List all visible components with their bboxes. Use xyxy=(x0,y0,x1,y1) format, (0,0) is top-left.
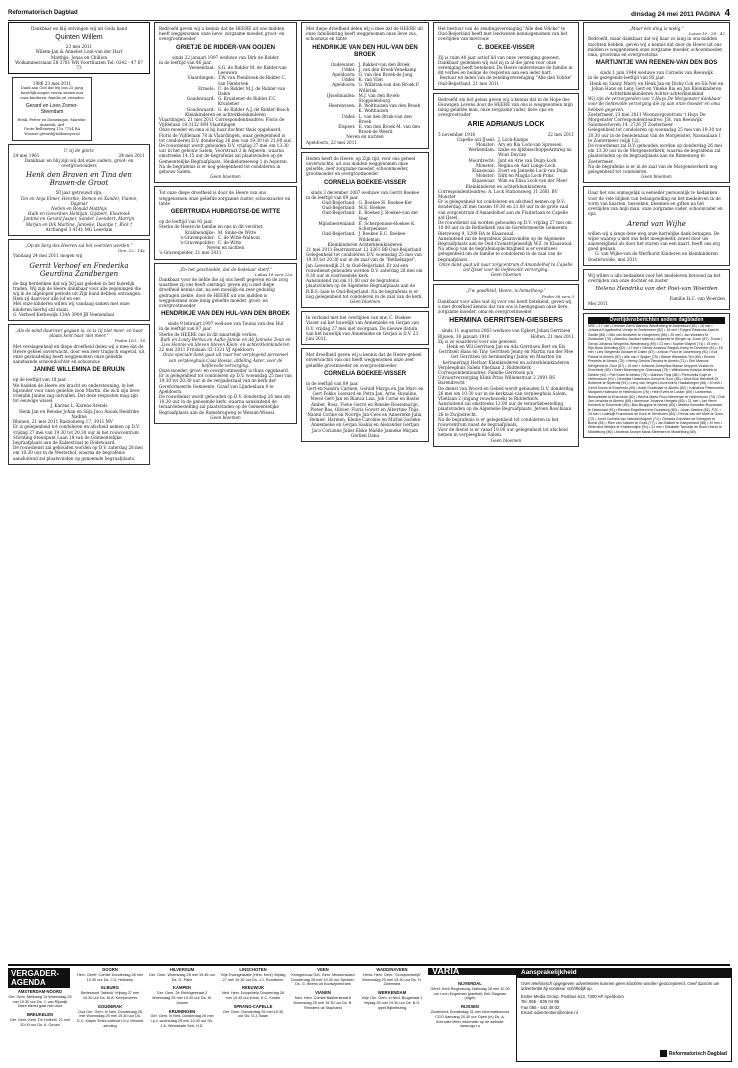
family-row xyxy=(306,114,424,124)
family-place: Krabbendijke: xyxy=(184,229,215,235)
family-place: Klaaswaal: xyxy=(472,178,496,184)
family-names: M.E. Boekee xyxy=(358,205,386,211)
family-row xyxy=(306,82,424,92)
family-list xyxy=(159,65,292,112)
family-names: G. Wilbrink-van den Broek P. Wilbrink xyxy=(358,82,420,93)
family-place: Monster: xyxy=(475,142,496,148)
varia-col: NIJVERDAL Geref. Kerk Regenboog Zaterdag 28 mei 10.30 uur Leon Engelman (panfluit) Dirk Slagman (orgel) RIJSSEN Zuiderkerk Donderdag 31 mei Informatieavond CGO Aanvang 20.30 uur Open (in) Ds. A. Schroder Meer informatie op de website: www.cgo.ru xyxy=(430,981,510,1029)
family-place: Oud-Beijerland: xyxy=(322,200,356,206)
obituary-de-bruijn: „Als de wind daarover gegaan is, zo is zij niet meer, en haar plaats kent haar niet meer.” Psalm 103 : 16 Met verslagenheid en diepe droefheid delen wij u mee dat de Heere geheel onverwacht, door een zeer tragisch ongeval, uit onze gezinsdeling heeft weggenomen onze geliefde aanstaande schoondochter en schoonzus JANINE WILLEMINA DE BRUIJN op de leeftijd van 18 jaar. We hadden de Heere om kracht en ondersteuning, in het bijzonder voor onze geliefde zoon Martin, die zich zijn lieve vriendin Janine zag ontvallen. Dat deze resposten mag zijn tot eeuwige wissel. J. Karens L. Karens-Arends Henk Jan en Renske Johan en Silja Jaco Anouk Hendrike Nadine Rhenen, 21 mei 2011 Bastionweg 17, 3911 MV Er is gelegenheid tot condoleren en afscheid nemen op D.V. vrijdag 27 mei van 19.30 tot 20.30 uur in het rouwcentrum Stichting Steunpunt Laan 18 van de Gemeentelijke begraafplaats aan de Kalsestraat te Dodewaard. De rouwdienst zal gehouden worden op D.V. zaterdag 28 mei om 10.30 uur in de Westerhof, waarna de begrafenis aansluitend zal plaatsvinden op genoemde begraafplaats. xyxy=(8,324,150,465)
family-names: B. Wolthuizen-van den Broek K. Wolthuizen xyxy=(358,103,421,114)
agenda-title: VERGADER-AGENDA xyxy=(8,968,70,988)
family-place: Goudswaard: xyxy=(186,106,215,112)
family-names: J. van den Broek-Venekamp xyxy=(358,66,417,72)
family-place: Apeldoorn: xyxy=(332,72,356,78)
baby-name: Quinten Willem xyxy=(55,34,103,42)
anniversary-ad-den-braven: U zij de glorie 24 mei 1961 24 mei 2011 Dankbaar en blij zijn wij dat onze ouders, groot- en overgrootouders Henk den Braven en Tina den Braven-de Groot 50 jaar getrouwd zijn. Ton en Anja Elmer, Henrike, Remco en Xander, Vianne, Dagmar Nellen en Ronald Matthijs Hulb en Geverdien Henlijan, Gijsbert, Elswmiek Jantine en Gerard Jasper, Sander, Leendert, Marrijn Marjan en Dik Martine, Janneke, Daantje †, Rick † Archangel 3 4141 MG Leerdam xyxy=(8,144,150,236)
family-row xyxy=(159,75,292,85)
family-row xyxy=(306,93,424,103)
obituary-boekee: Heden heeft de Heere, op Zijn tijd, voor ons geheel onverwachts, uit ons midden weggenomen onze geliefde, zeer zorgzame moeder, schoonmoeder, grootmoeder en overgrootmoeder CORNELIA BOEKEE-VISSER sinds 3 december 2007 weduwe van Gerrit Boekee in de leeftijd van 89 jaar. Oud-Beijerland: G. Boekee H. Boekee-Ker Oud-Beijerland: M.E. Boekee Oud-Beijerland: E. Boekee J. Boekee-van der Veer Mijnsheerenland: E. Scherpenisse-Boekee K. Scherpenisse Oud-Beijerland: J. Boekee E.C. Boekee-Wildeman Kleinkinderen Achterkleinkinderen 21 mei 2011 Beatrixstraat 12 3261 BB Oud-Beijerland Gelegenheid tot condoleren D.V. woensdag 25 mei van 19.30 tot 20.30 uur in de zaal van de "Bethelkapel", Jan Lievensdijk 21 te Oud-Beijerland. Er zal een rouwdienst gehouden worden D.V. zaterdag 28 mei om 9.30 uur in voornoemde kerk. Aansluitend zal om 11.00 uur de begrafenis plaatsvinden op de Algemene Begraafplaats aan de R.B.S.-laan te Oud-Beijerland. Na de begrafenis is er nog gelegenheid tot condoleren in de zaal van de kerk. Geen bloemen xyxy=(301,152,429,308)
agenda-col-2: DOORN Herv. Geref. Comité Donderdag 26 mei 19.30 uur Ds. J.D. Heikamp ELBURG Bedestond 'Jabbok' Vrijdag 27 mei 19.30 uur Ds. M.A. Kempeneers GOUDERAK Oud Ger. Gem. in Ned. Donderdag 26 mei Woensdag 25 mei 19.30 uur Ds. D.C. Klaper Extra collecte t.b.v. Mbuma zending xyxy=(76,967,144,1028)
obituary-van-den-hul-family: Met diepe droefheid delen wij u mee dat de HEERE uit onze familiekring heeft weggenomen onze lieve zus, schoonzus en tante HENDRIKJE VAN DEN HUL-VAN DEN BROEK Oudewater: J. Bakker-van den Broek Uddel: J. van den Broek-Venekamp Apeldoorn: G. van den Broek-de Jong Uddel: K. van Vliet Apeldoorn: G. Wilbrink-van den Broek P. Wilbrink IJsselmuiden: M.J. van den Broek-Stoppelenburg Heerenveen: B. Wolthuizen-van den Broek K. Wolthuizen Uddel: L. van den Brink-van den Broek Elspeet: E. van den Broek M. van den Broek-de Weerd Neven en nichten Apeldoorn, 22 mei 2011 xyxy=(301,22,429,149)
liability-box: Aansprakelijkheid Over telefonisch opgegeven advertenties kunnen geen klachten worden geaccepteerd. Geef daarom uw advertentie bij voorkeur schriftelijk op. Erdee Media Groep, Postbus 613, 7300 AP Apeldoorn Tel: 055 - 539 04 99 Fax 055 - 542 48 02 Email: advertentien@erdee.nl Reformatorisch Dagblad xyxy=(516,968,732,1062)
obituary-de-ridder: Bedroefd geven wij u kennis dat de HEERE uit ons midden heeft weggenomen onze lieve, zorgzame moeder, groot- en overgrootmoeder GRIETJE DE RIDDER-VAN OOIJEN sinds 22 januari 1997 weduwe van Dirk de Ridder in de leeftijd van 86 jaar. Veenendaal: S.G. de Ridder M. de Ridder-van Leeuwen Vlaardingen: T.W. van Pienbroek-de Ridder C. van Pienbroek Ermelo: C. de Ridder M.J. de Ridder-van Dalen Goudswaard: G. Kruidener-de Ridder F.C. Kruidener Goudswaard: G. de Ridder A.J. de Ridder-Bosch Kleinkinderen en achterkleinkinderen Vlaardingen, 21 mei 2011 Correspondentieadres: Floris de Vijfdelaan 18 3132 HM Vlaardingen Onze moeder en oma is bij haar dochter thuis opgebaard, Floris de Vijfdelaan 78 in Vlaardingen, waar gelegenheid is tot condoleren D.V. donderdag 26 mei van 19.30 tot 21.00 uur. De rouwdienst wordt gehouden D.V. vrijdag 27 mei om 13.30 uur in het gebouw Salem, Voorstraat 3 in Asperen, waarna omstreeks 14.15 uur de begrafenis zal plaatsvinden op de Gemeentelijke Begraafplaats, Heukelumseweg 1 in Asperen. Na de begrafenis is er nog gelegenheid tot condoleren in gebouw Salem. Geen bloemen xyxy=(154,22,297,183)
family-names: J. Boekee E.C. Boekee-Wildeman xyxy=(358,231,407,242)
thanks-van-woerden: Wij willen u alle bedanken voor het medeleven betoond na het overlijden van onze dochter en zuster Helena Hendrika van der Poel-van Woerden Familie H.C. van Woerden Mei 2011 xyxy=(583,269,730,310)
family-names: G. Boekee H. Boekee-Ker xyxy=(358,200,413,206)
family-list xyxy=(159,230,292,246)
family-names: E. Boekee J. Boekee-van der Veer xyxy=(358,210,419,221)
family-place: IJsselmuiden: xyxy=(326,92,356,98)
family-names: J. Lock-Kamps xyxy=(498,136,529,142)
family-names: Wim en Elisa Lock-van der Meer xyxy=(498,178,568,184)
family-names: Izabe en lijfsbisschoppeArmreg nu Wout Daycan xyxy=(498,147,572,158)
family-row xyxy=(159,96,292,106)
birth-ad: Dankbaar en blij ontvingen wij uit Gods hand Quinten Willem 23 mei 2011 Willem-Jan & Anneliet Lont-van der Hart Matthijs, Jonas en Chillion Wolkammerslaan 28 3781 WR Voorthuizen Tel: 0342 - 47 67 73 xyxy=(8,22,150,74)
family-place: Capelle a/d IJssel: xyxy=(456,136,496,142)
wedding-notice: In verband met het overlijden van mw. C. Boekee-Visser zal het huwelijk van Annemieke en Gerjan van D.V. vrijdag 27 mei niet doorgaan. De nieuwe datum van het huwelijk van Annemieke en Gerjan is D.V. 23 juni 2011. xyxy=(301,311,429,345)
page-number: 4 xyxy=(724,8,730,19)
family-place: Vlaardingen: xyxy=(187,75,215,81)
family-row xyxy=(159,86,292,96)
family-names: T.W. van Pienbroek-de Ridder C. van Pienbroek xyxy=(217,75,286,86)
family-row xyxy=(159,65,292,75)
family-place: 's-Gravenpolder: xyxy=(179,239,215,245)
obituary-van-den-hul: „En het geschiedde, dat de bedelaar stierf.” Lukas 16 vers 22a Dankbaar voor de liefde die zij ons heeft gegeven en de zorg waarmee zij ons heeft omringd, geven wij u met diepe droefheid kennis dat, na een moeilijk en zeer geduldig gedragen ziekte, door de HEERE uit ons midden is weggenomen onze innig geliefde moeder, groot- en overgrootmoeder HENDRIKJE VAN DEN HUL-VAN DEN BROEK sinds 9 februari 1997 weduwe van Teunis van den Hul in de leeftijd van 87 jaar. Sterke de HEERE ons in dit smartelijk verlies. Ruth en Louty Bertus en Aafke Jannie en Ab Janneke Teun en Lies Hennie en Steven Steven Klein- en achterkleinkinderen 22 mei 2011 Fritslaan 33 1321 VJ Apeldoorn Onze speciale dank gaat uit naar het verplegend personeel van verpleeghuis Casa Bossia, afdeling Aster, voor de liefdevolle verzorging. Onze moeder, groot- en overgrootmoeder is thuis opgebaard. Er is gelegenheid tot condoleren op D.V. woensdag 25 mei van 19.30 tot 20.30 uur in de vergaderzaal van de kerk der Gereformeerde Gemeente, Graaf van Lijndenlaan 9 te Apeldoorn. De rouwdienst wordt gehouden op D.V. donderdag 26 mei om 10.30 uur in de genoemde kerk, waarna aansluitend de teraardebestelling zal plaatsvinden op de Gemeentelijke Begraafplaats aan de Ramsbrugweg te Wenum-Wiesel. Geen bloemen xyxy=(154,263,297,424)
family-list xyxy=(306,62,424,135)
association-notice: Het bestuur van de zendingsvereniging "Alle den Volcke" te Oud-Beijerland heeft met leedwezen kennisgenomen van het overlijden van mevrouw C. BOEKEE-VISSER Zij is ruim 40 jaar actief lid van onze vereniging geweest. Dankbaar gedenken wij wat zij in al die jaren voor onze vereniging heeft betekend. De Heere ondersteune de familie in dit verlies en heilige de resposten aan een ieder hart. Bestuur en leden van de zendingsvereniging "Alle den Volcke" Oud-Beijerland, 21 mei 2011 xyxy=(433,22,579,90)
agenda-col-6: WADDINXVEEN Herst. Herv. Gem. "Oorspronkelijk" Woensdag 25 mei 19.30 uur Ds. H. Zwemstra WERKENDAM Vrije Ger. Gem. in Ned. Brugstraat 1 Vrijdag 25 mei 19.30 uur Ds. B.G. Ippel Bijbellezing xyxy=(361,967,423,1010)
family-place: Elspeet: xyxy=(338,124,356,130)
family-place: Werkendam: xyxy=(468,147,496,153)
obituary-van-reenen: „Maar één ding is nodig.” Lucas 10 : 28 - 42 Bedroefd, maar dankbaar dat wij haar zo lang in ons midden mochten hebben, geven wij u kennis dat door de Heere uit ons midden is weggenomen onze zorgzame moeder, schoonmoeder, oma, grootoma en overgrootoma MARTIJNTJE VAN REENEN-VAN DEN BOS sinds 1 juni 1944 weduwe van Cornelis van Reeuwijk in de gezegende leeftijd van 95 jaar. Henk en Sanny Marry en Henk Jan en Dicky Cok en Els Nel en Johan Hans en Leny Gert en Ymeke Ria en Jan Kleinkinderen Achterkleinkinderen Achter-achterkleinkind Wij zijn de verzorgenden van 't Huys De Morgenster dankbaar voor de liefdevolle verzorging die zij aan onze moeder en oma hebben gegeven. Zoetermeer, 21 mei 2011 Woonzorgcentrum 't Huys De Morgenster Correspondentieadres: J.H. van Reeuwijk Salomeschoven 14, 2726 JT Zoetermeer Gelegenheid tot condoleren op woensdag 25 mei van 19.30 tot 20.30 uur in de benedenzaal van de Morgenster, Nassaulaan 1 te Zoetermeer (wijk 12). De rouwdienst zal D.V. gehouden worden op donderdag 26 mei om 13.30 uur in de Morgensterkerk, waarna de begrafenis zal plaatsvinden op de begraafplaats aan de Binnenweg te Zoetermeer. Na de begrafenis is er in de zaal van de Morgensterkerk nog gelegenheid tot condoleren. Geen bloemen xyxy=(583,22,730,183)
family-names: Jant en Arie van Duijn-Lock xyxy=(498,157,557,163)
family-place: Monster: xyxy=(475,162,496,168)
family-place: Ermelo: xyxy=(198,85,215,91)
couple-name: Henk den Braven en Tina den Braven-de Groot xyxy=(26,171,132,188)
family-place: Apeldoorn: xyxy=(332,82,356,88)
family-names: C. de Ridder M.J. de Ridder-van Dalen xyxy=(217,85,286,97)
family-names: M. Sinke-de Witte xyxy=(217,229,257,235)
family-names: G. Kruidener-de Ridder F.C. Kruidener xyxy=(217,96,277,107)
family-names: E. van den Broek M. van den Broek-de Weerd xyxy=(358,124,420,135)
family-place: Oud-Beijerland: xyxy=(322,210,356,216)
family-place: Klaaswaal: xyxy=(472,168,496,174)
family-place: Uddel: xyxy=(341,113,356,119)
anniversary-ad-zomer: 1986 23 mei 2011 Dank aan God dat wij ons 25 jarig huwelijk mogen vieren samen met onze kinderen, familie en vrienden Gerard en Loes Zomer-Steendam Henk, Petter en Domenique, Marieke, Annewik, Ard Grote Bellemweg 11a 7754 RA Woonze gerard@zildemeyer.nl xyxy=(12,77,92,140)
family-place: 's-Gravenpolder: xyxy=(179,234,215,240)
family-place: Monster: xyxy=(475,173,496,179)
family-names: Regina en Aad Lunge-Lock xyxy=(498,162,556,168)
paper-name: Reformatorisch Dagblad xyxy=(8,10,78,16)
family-row xyxy=(306,210,424,220)
family-list xyxy=(306,200,424,242)
newspaper-logo: Reformatorisch Dagblad xyxy=(660,1050,727,1057)
column-5 xyxy=(583,22,730,441)
family-names: S.G. de Ridder M. de Ridder-van Leeuwen xyxy=(217,65,287,76)
column-2 xyxy=(154,22,297,427)
family-row xyxy=(438,178,574,183)
family-names: K. van Vliet xyxy=(358,77,384,83)
anniversary-ad-verhoef: „Op de berg des Heeren zal het voorzien worden.” Gen. 22 : 14c Vandaag 24 mei 2011 mogen wij Gerrit Verhoef en Frederika Geurdina Zandbergen de dag herdenken dat wij 50 jaar geleden in het huwelijk traden. Wij zijn de Heere dankbaar voor alle zegeningen die wij in de afgelopen periode uit Zijn hand hebben ontvangen. Hem zij daarvoor alle lof en eer. Met onze kinderen willen wij vandaag samen met onze kinderen hierbij stil staan. G. Verhoef Kerkewijk 134A 3904 JB Veenendaal xyxy=(8,239,150,321)
family-row xyxy=(438,147,574,157)
family-names: E. Scherpenisse-Boekee K. Scherpenisse xyxy=(358,220,416,232)
family-place: Heerenveen: xyxy=(328,103,356,109)
obituaries-other-papers: Overlijdensberichten andere dagbladen NRC • 17 mei • Herman Gerrit Marinus Westenberg te Amersfoort (64) • 18 mei • Johanna Engelbertha Vreeije te Zoetermeer (82) • 19 mei • Folgert Pasteuns-Kaal te Zwolle (85) • Otto van Binsveen te Hoogeveen (85) • 20 mei • Jan Woesers te Zuidwolde (75) • Albertha Jacoba Hallema-Lolkjonnet te Bergen op Zoom (87). Trouw • Gerda Johanna Wingerink-Westenburg (99) • 13 mei • Sophie Waynel (74) • 15 mei • Rijk Bouk-Schuiling (82) • 17 mei • Gerda Johanna Stegink-Kemp te Deventer (81) • 18 mei • Lies Stegeman-Bouwer te Dalen (87) • Antoon Poort te Lisserbroeg (91) • Eva Pakkie te Almelo (87) • Alle van 't Spijker (75) • Betsie Wieselink-Ten (89) • Emmie Presents te Almelo (75) • Henny Gesina Tienstra te Almelo (71) • Dirk Marinus Mengerink te Goor (87) • 19 mei • Johanna Josephina Marian Snippert-Voskim te Enschede (83) • Geert Bloemberg te Oldenzaal (79) • Wilhelmina Hulshof-Hellink te Delden (94) • Piet Kram te Almelo (79) • Marinus Thijs (68) • Pietronella Coljn te Hellendoorn (91) • Hendrika Hulsemann-Schult te Goor (83) • Dina Klok Westhoff-Te Boldeme te Nijverdal (92) • Leny van Vergert-Leuverink te Haaksbergen (66) • 20 mei • Gerrit Koens te Enschede (69) • Adolf Oosterlaar te Almelo (82) • Katharina Pieteronella Margaret-Holtmann te Hellendoorn (76) • Hein Evers te Losser (89) • Lambertus Belanekelde te Enschede (82) • Bertha Maria Floor-Weertman te Hellendoorn (74) • Dirk Jan Lensinks te Almelo (68) • Annerose Johanna Hengelo (65) • 21 mei • Jan Herm Kerbrink te Enschede (69) • Bos Bruggink te Neede (83) • Martha Schokker-Roosmaar te Oldenzaal (91) • Renske Engelbrecht te Doesburg (83) • Johan Saeters (82). PZC • 19 mei • Lodewijk Franciscus de Kock te Terneuzen (84) • Petrus van der Male te Goes (72) • Joost Cornelis van Nieuwenhuijzen (71) • Gerarda Dorothea de Schepper te Borde (83) • Rien van Sassen te Goes (77) • Jan Bakker te Kamperland (58) • 20 mei • Willemina Wietjes te Krabbendijke (91) • 21 mei • Elisabeth Tanneije de Buck-Hoeve te Middelburg (86) • Andreas Joseph Maria Steemers te Middelburg (65). xyxy=(583,313,730,438)
agenda-col-1: AMSTERDAM-NOORD Ger. Gem. Melkweg 14 Woensdag 25 mei 19.30 uur Ds. J. van Rijswijk Deze dienst gaat niet door BREUKELEN Ger. Gem. Kerk 'De Hofkerk' 21 mei 20.00 uur Ds. A. Geuze xyxy=(8,989,72,1027)
family-names: G. van den Broek-de Jong xyxy=(358,72,413,78)
section-title: Overlijdensberichten andere dagbladen xyxy=(588,317,725,324)
liability-title: Aansprakelijkheid xyxy=(517,969,731,978)
column-1 xyxy=(8,22,150,468)
family-names: C. de Witte-Walhout xyxy=(217,234,261,240)
family-place: Moordrecht: xyxy=(468,157,496,163)
agenda-col-3: HILVERSUM Ger. Gem. Woensdag 25 mei 19.45 uur Ds. G. Palm KAMPEN Ger. Gem. 2e Ebbingestraat 2 Woensdag 25 mei 19.30 uur Ds. M. Joosse KRUININGEN Ger. Gem. in Ned. Donderdag 26 mei i.p.v. woensdag 25 mei 19.30 uur Ds. J.A. Weststrate Sed. H.D. xyxy=(148,967,216,1028)
agenda-col-4: LINSCHOTEN Vrije Evangelisatie (Herv. Kerk) Vrijdag 27 mei 19.30 uur Ds. J.J. Roodbeen REEUWIJK Ned. Herv. Doopshelp Donderdag 26 mei 19.45 uur Kand. K.C. Koster SPRANG-CAPELLE Ger. Gem. Donderdag 26 mei 19.30 uur Ds. G.J. Baan xyxy=(220,967,286,1019)
family-row xyxy=(306,103,424,113)
obituary-gerritsen: „Uw goedheid, Heere, is hemelhoog.” Psalm 36 vers 3 Dankbaar voor alles wat zij voor ons heeft betekend, geven wij u met droefheid kennis dat van ons is heengegaan onze lieve, zorgzame moeder, oma en overgrootmoeder HERMINA GERRITSEN-GIESBERS sinds 11 augustus 2003 weduwe van Egbert Johan Gerritsen Rijssen, 30 januari 1916 Holten, 21 mei 2011 Zij is zo waardevol voor ons geweest. Henk en Wil Gerritsen Jan en Ada Gerritsen Bert en Els Gerritsen Hans en Tiny Gerritsen Jenny en Martin van der Mee Ger Gerritsen (in herinnering) Janny en Maarten (in herinnering) Herlaar Kleinkinderen en achterkleinkinderen Verpleeghuis Salem Vlietlaan 2, Ridderkerk Correspondentieadres: Familie Gerritsen p/a Uitvaartverzorging Klink Prins Willemstraat 2 2991 BS Barendrecht De dienst van Woord en Gebed wordt gehouden D.V. donderdag 26 mei om 10.30 uur in de kerkzaal van verpleeghuis Salem, Vlietlaan 2 (ingang rouwbezoek) te Ridderkerk. Aansluitend zal omstreeks 12.00 uur de teraardebestelling plaatsvinden op de Algemene Begraafplaats, Jeroen Boschlaan 26 te Zwijndrecht. Na de begrafenis is er gelegenheid tot condoleren in het rouwcentrum naast de begraafplaats. Voor de dienst is er vanaf 10.00 uur gelegenheid tot afscheid nemen in verpleeghuis Salem. Geen bloemen xyxy=(433,284,579,446)
family-place: Oud-Beijerland: xyxy=(322,205,356,211)
family-row xyxy=(306,231,424,241)
section-divider xyxy=(8,964,730,966)
page-header xyxy=(8,6,730,21)
family-names: G. de Ridder A.J. de Ridder-Bosch xyxy=(217,106,290,112)
family-names: C. de Witte xyxy=(217,239,242,245)
family-place: Uddel: xyxy=(341,77,356,83)
family-names: L. van den Brink-van den Broek xyxy=(358,113,412,124)
column-3 xyxy=(301,22,429,445)
meeting-agenda xyxy=(8,968,730,1060)
family-place: Goudswaard: xyxy=(186,96,215,102)
obituary-boekee-grandchildren: Met droefheid geven wij u kennis dat de Heere geheel onverwachts van ons heeft weggenomen onze zeer geliefde grootmoeder en overgrootmoeder CORNELIA BOEKEE-VISSER in de leeftijd van 89 jaar. Gert en Sandra Carmen, Gerald Marga en Jan Marc en Gert Fokko Leonard en Petra Jan, Arne, Rosaline, Merel Gert-Jan en Bianca Lisa, Job Corné en Bastei Amber, Rosa, Fiene Gerrit en Renske Roosemarijn, Pieter-Bas, Olivier, Floris Govert en Albertine Thijs, Naomi Corine en Noortje Jan-Cees en Annerieke Julia, Reinier, Harmen, Kleine Caroline en Michel Sarieke Annemieke en Gerjan Saskia en Alexander Gertjan Jaco Corianne Juliet Elske Maëlle Janneke Mirjam Gerlien Dana xyxy=(301,348,429,442)
varia-title: VARIA xyxy=(428,968,516,975)
obituary-lock: Bedroefd om het gemis geven wij u kennis dat in de Hope des Eeuwigen Levens door de HEERE van ons is weggenomen mijn innig geliefde man, onze zorgzame vader, lieve opa en overgrootvader ARIE ADRIANUS LOCK 5 november 1916 22 mei 2011 Capelle a/d IJssel: J. Lock-Kamps Monster: Ary en Ria Lock-van Sprossen Werkendam: Izabe en lijfsbisschoppeArmreg nu Wout Daycan Moordrecht: Jant en Arie van Duijn-Lock Monster: Regina en Aad Lunge-Lock Klaaswaal: Evert en Janneke Lock-van Duijn Monster: Dirk en Magda Lock-Prins Klaaswaal: Wim en Elisa Lock-van der Meer Kleinkinderen en achterkleinkinderen Correspondentieadres: A. Lock Stationsweg 11 2681 BV Monster Er is gelegenheid tot condoleren en afscheid nemen op D.V. donderdag 26 mei tussen 19.30 en 21.00 uur in de grote zaal van zorgcentrum d'Amandelhof aan de Fluiterlaan te Capelle a/d IJssel. De rouwdienst zal worden gehouden op D.V. vrijdag 27 mei om 10.00 uur in de Bethelkerk van de Gereformeerde Gemeente, Rietveweg 9, 3298 BA te Klaaswaal. Aansluitend zal de begrafenis plaatsvinden op de Algemene Begraafplaats aan de Oud-Cromstrijensedijk W.Z. te Klaaswaal. Na afloop van de begrafenisplechtigheid is er eventueel gelegenheid om de familie te condoleren in de zaal van de begraafplaats. Onze dank gaat uit naar zorgcentrum d'Amandelhof te Capelle a/d IJssel voor de liefdevolle verzorging. Geen bloemen xyxy=(433,93,579,282)
logo-icon xyxy=(660,1050,667,1057)
family-place: Mijnsheerenland: xyxy=(318,220,356,226)
family-place: Oudewater: xyxy=(330,61,356,67)
family-names: J. Bakker-van den Broek xyxy=(358,61,410,67)
family-names: Dirk en Magda Lock-Prins xyxy=(498,173,554,179)
family-row xyxy=(306,221,424,231)
family-names: M.J. van den Broek-Stoppelenburg xyxy=(358,92,401,104)
obituary-hubregtse: Tot onze diepe droefheid is door de Heere van ons weggenomen onze geliefde zorgzame zuster, schoonzuster en tante GEERTRUIDA HUBREGTSE-DE WITTE op de leeftijd van 93 jaar. Sterke de Heere de familie en ons in dit verdriet. Krabbendijke: M. Sinke-de Witte 's-Gravenpolder: C. de Witte-Walhout 's-Gravenpolder: C. de Witte Neven en nichten 's-Gravenpolder, 21 mei 2011 xyxy=(154,186,297,259)
thanks-van-wijhe: Daar het ons onmogelijk is eenieder persoonlijk te bedanken voor de vele blijken van belangstelling en het medeleven in de vorm van kaarten, bezoeken, bloemen en giften na het overlijden van mijn man, onze zorgzame vader, schoonvader en opa Arend van Wijhe willen wij u langs deze weg onze hartelijke dank betuigen. De wijze waarop u met ons hebt meegeleefd, zowel door uw aanwezigheid als door het sturen van een kaart, heeft ons erg goed gedaan. G. van Wijhe-van de Werfhorst Kinderen en kleinkinderen Oosterwolde, mei 2011 xyxy=(583,186,730,265)
family-names: Evert en Janneke Lock-van Duijn xyxy=(498,168,568,174)
family-place: Oud-Beijerland: xyxy=(322,231,356,237)
agenda-col-5: VEEN Kerkgebouw Ger. Gem. Mussenstaed Donderdag 26 mei 19.30 uur Spreker: Ds. G. Beens uit Kootwijkerbroek VIANEN Ned. Herv. Comité Bakkerstraat 8 Woensdag 25 mei 19.30 uur Ds. B. Reinders uit Stapharst xyxy=(291,967,355,1010)
page-date: dinsdag 24 mei 2011 PAGINA 4 xyxy=(630,8,730,19)
family-row xyxy=(306,124,424,134)
family-place: Uddel: xyxy=(341,66,356,72)
column-4 xyxy=(433,22,579,450)
family-names: Ary en Ria Lock-van Sprossen xyxy=(498,142,562,148)
family-place: Veenendaal: xyxy=(188,65,215,71)
family-list xyxy=(438,137,574,184)
